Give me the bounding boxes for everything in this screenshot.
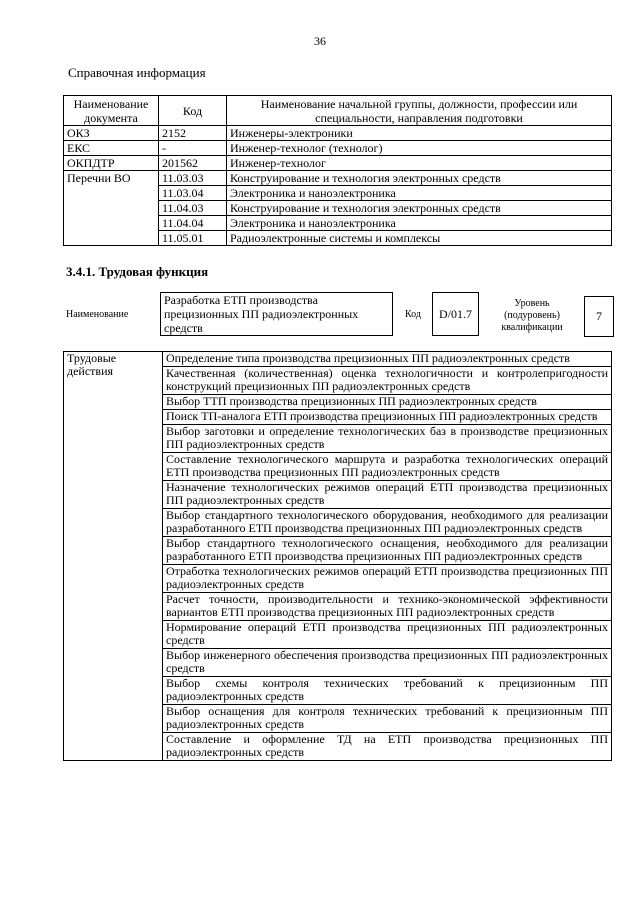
cell-code: 11.05.01 <box>159 231 227 246</box>
cell-code: 201562 <box>159 156 227 171</box>
header-document: Наименование документа <box>64 96 159 126</box>
cell-name: Конструирование и технология электронных средств <box>227 201 612 216</box>
cell-code: 2152 <box>159 126 227 141</box>
reference-table-row <box>64 141 612 156</box>
cell-code: 11.03.04 <box>159 186 227 201</box>
reference-table-header-row <box>64 96 612 126</box>
cell-document: ЕКС <box>64 141 159 156</box>
labor-action: Выбор инженерного обеспечения производства прецизионных ПП радиоэлектронных средств <box>163 649 612 677</box>
cell-code: - <box>159 141 227 156</box>
cell-name: Инженер-технолог <box>227 156 612 171</box>
labor-action: Составление и оформление ТД на ЕТП производства прецизионных ПП радиоэлектронных средств <box>163 733 612 761</box>
page-number: 36 <box>314 34 326 48</box>
labor-action: Назначение технологических режимов операций ЕТП производства прецизионных ПП радиоэлектронных средств <box>163 481 612 509</box>
labor-action: Выбор стандартного технологического оборудования, необходимого для реализации разработанного ЕТП производства прецизионных ПП радиоэлектронных средств <box>163 509 612 537</box>
reference-title: Справочная информация <box>68 65 206 80</box>
labor-actions-table <box>63 351 612 761</box>
labor-actions-label: Трудовые действия <box>64 352 163 761</box>
qualification-level: 7 <box>584 296 614 337</box>
function-code-label: Код <box>405 309 421 320</box>
labor-action: Выбор оснащения для контроля технических требований к прецизионным ПП радиоэлектронных средств <box>163 705 612 733</box>
cell-name: Инженеры-электроники <box>227 126 612 141</box>
reference-table <box>63 95 612 246</box>
qualification-level-label: Уровень (подуровень) квалификации <box>501 298 563 333</box>
labor-action: Нормирование операций ЕТП производства прецизионных ПП радиоэлектронных средств <box>163 621 612 649</box>
function-name: Разработка ЕТП производства прецизионных ПП радиоэлектронных средств <box>160 292 393 336</box>
labor-action: Выбор заготовки и определение технологических баз в производстве прецизионных ПП радиоэлектронных средств <box>163 425 612 453</box>
header-code: Код <box>159 96 227 126</box>
labor-action: Выбор ТТП производства прецизионных ПП радиоэлектронных средств <box>163 395 612 410</box>
section-title: 3.4.1. Трудовая функция <box>66 264 209 279</box>
labor-action: Качественная (количественная) оценка технологичности и контролепригодности конструкций прецизионных ПП радиоэлектронных средств <box>163 367 612 395</box>
labor-action-row <box>64 352 612 367</box>
cell-document: Перечни ВО <box>64 171 159 246</box>
cell-name: Конструирование и технология электронных средств <box>227 171 612 186</box>
cell-name: Электроника и наноэлектроника <box>227 186 612 201</box>
labor-action: Поиск ТП-аналога ЕТП производства прецизионных ПП радиоэлектронных средств <box>163 410 612 425</box>
cell-code: 11.04.03 <box>159 201 227 216</box>
reference-table-row <box>64 171 612 186</box>
labor-action: Определение типа производства прецизионных ПП радиоэлектронных средств <box>163 352 612 367</box>
cell-code: 11.04.04 <box>159 216 227 231</box>
reference-table-row <box>64 126 612 141</box>
cell-document: ОКЗ <box>64 126 159 141</box>
cell-document: ОКПДТР <box>64 156 159 171</box>
labor-action: Выбор схемы контроля технических требований к прецизионным ПП радиоэлектронных средств <box>163 677 612 705</box>
labor-action: Отработка технологических режимов операций ЕТП производства прецизионных ПП радиоэлектронных средств <box>163 565 612 593</box>
labor-actions-body <box>64 352 612 761</box>
labor-action: Выбор стандартного технологического оснащения, необходимого для реализации разработанного ЕТП производства прецизионных ПП радиоэлектронных средств <box>163 537 612 565</box>
function-code: D/01.7 <box>432 292 479 336</box>
labor-action: Расчет точности, производительности и технико-экономической эффективности вариантов ЕТП производства прецизионных ПП радиоэлектронных средств <box>163 593 612 621</box>
reference-table-row <box>64 156 612 171</box>
cell-name: Инженер-технолог (технолог) <box>227 141 612 156</box>
reference-table-body <box>64 126 612 246</box>
cell-code: 11.03.03 <box>159 171 227 186</box>
cell-name: Радиоэлектронные системы и комплексы <box>227 231 612 246</box>
labor-action: Составление технологического маршрута и разработка технологических операций ЕТП производства прецизионных ПП радиоэлектронных средств <box>163 453 612 481</box>
cell-name: Электроника и наноэлектроника <box>227 216 612 231</box>
header-name: Наименование начальной группы, должности, профессии или специальности, направления подготовки <box>227 96 612 126</box>
function-name-label: Наименование <box>66 309 129 320</box>
